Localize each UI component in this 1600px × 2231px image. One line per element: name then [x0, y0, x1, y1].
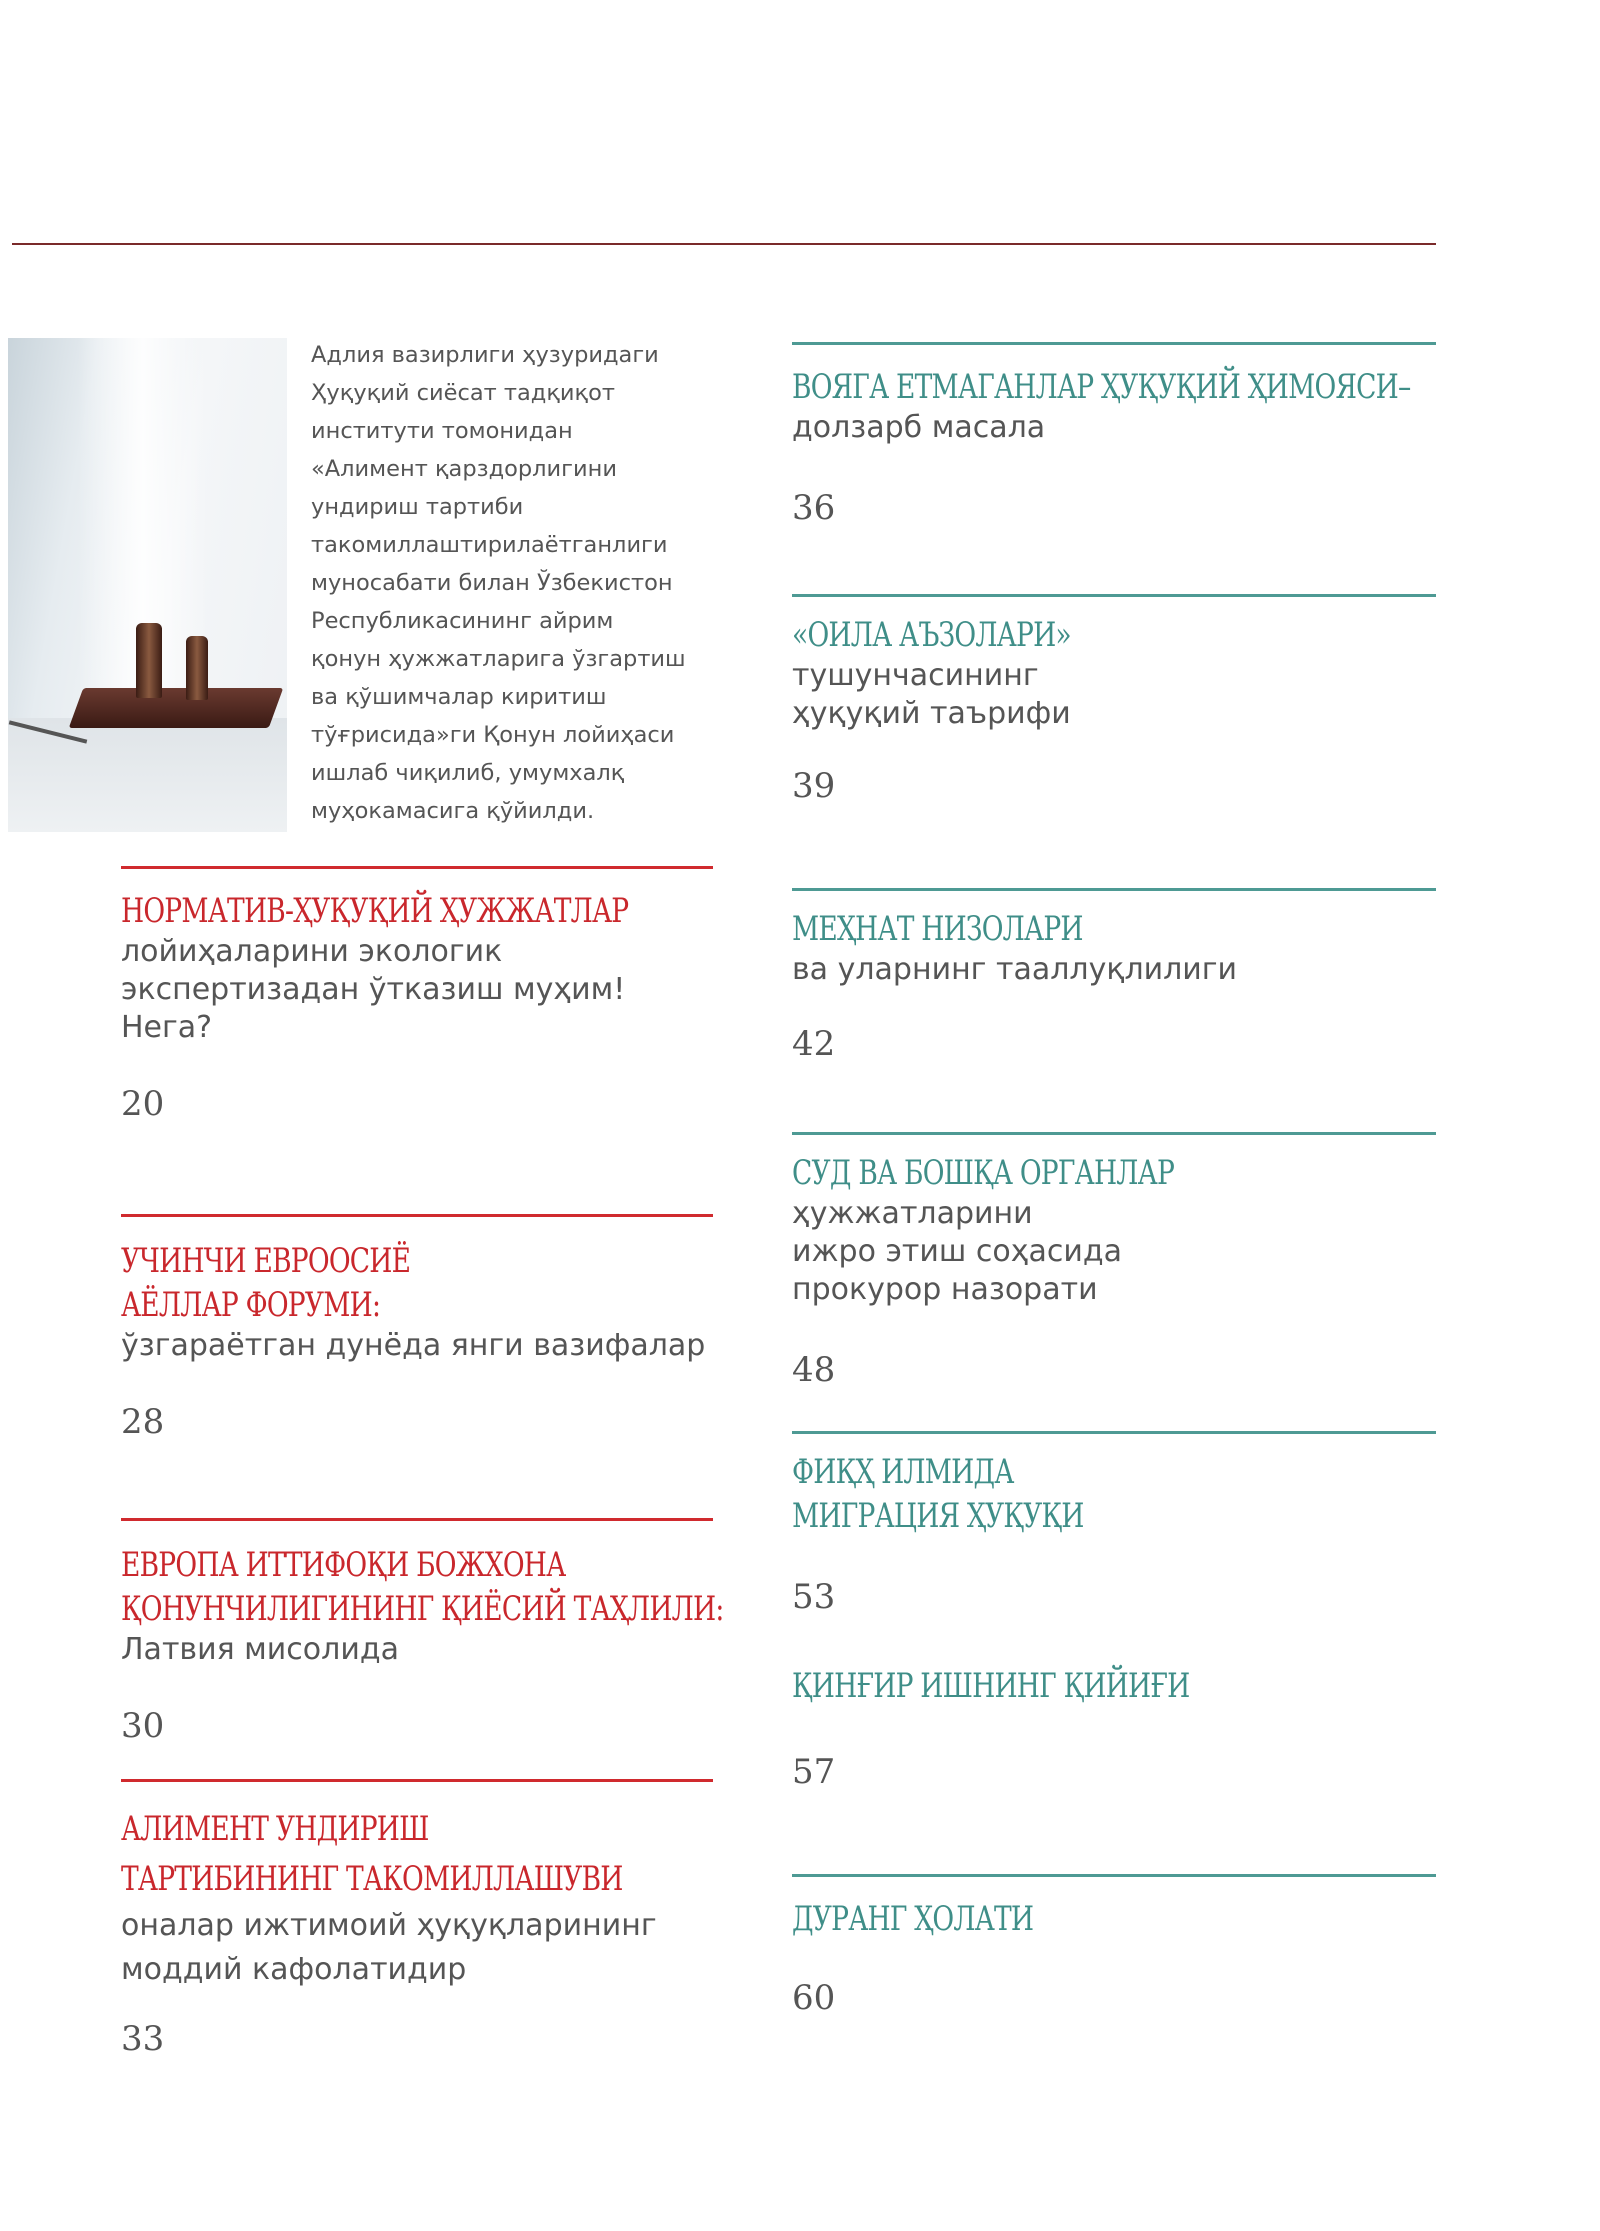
intro-line: «Алимент қарздорлигини: [311, 456, 617, 482]
toc-entry[interactable]: [792, 1431, 1436, 1617]
entry-title: ДУРАНГ ҲОЛАТИ: [792, 1899, 1034, 1939]
entry-rule: [792, 1431, 1436, 1434]
entry-subtitle: тушунчасининг: [792, 658, 1039, 693]
entry-title: ҚОНУНЧИЛИГИНИНГ ҚИЁСИЙ ТАҲЛИЛИ:: [121, 1589, 724, 1629]
page-number: 42: [792, 1024, 836, 1064]
entry-title: АЁЛЛАР ФОРУМИ:: [121, 1285, 381, 1325]
intro-line: ва қўшимчалар киритиш: [311, 684, 607, 710]
entry-subtitle: ижро этиш соҳасида: [792, 1234, 1122, 1269]
entry-title: АЛИМЕНТ УНДИРИШ: [121, 1809, 429, 1849]
intro-line: институти томонидан: [311, 418, 573, 444]
intro-line: қонун ҳужжатларига ўзгартиш: [311, 646, 686, 672]
entry-subtitle: ва уларнинг тааллуқлилиги: [792, 952, 1238, 987]
entry-subtitle: долзарб масала: [792, 410, 1046, 445]
entry-title: ТАРТИБИНИНГ ТАКОМИЛЛАШУВИ: [121, 1859, 623, 1899]
entry-rule: [121, 1518, 713, 1521]
entry-subtitle: оналар ижтимоий ҳуқуқларининг: [121, 1908, 657, 1943]
entry-rule: [121, 866, 713, 869]
page-number: 60: [792, 1978, 836, 2018]
entry-title: УЧИНЧИ ЕВРООСИЁ: [121, 1241, 411, 1281]
entry-title: МИГРАЦИЯ ҲУҚУҚИ: [792, 1496, 1084, 1536]
entry-subtitle: экспертизадан ўтказиш муҳим!: [121, 972, 626, 1007]
intro-line: муҳокамасига қўйилди.: [311, 798, 595, 824]
page-number: 36: [792, 488, 836, 528]
entry-title: МЕҲНАТ НИЗОЛАРИ: [792, 909, 1083, 949]
entry-title: ҚИНҒИР ИШНИНГ ҚИЙИҒИ: [792, 1666, 1190, 1706]
entry-subtitle: моддий кафолатидир: [121, 1952, 467, 1987]
entry-subtitle: ўзгараётган дунёда янги вазифалар: [121, 1328, 706, 1363]
entry-title: НОРМАТИВ-ҲУҚУҚИЙ ҲУЖЖАТЛАР: [121, 891, 629, 931]
cover-photo: [8, 338, 287, 832]
intro-line: такомиллаштирилаётганлиги: [311, 532, 668, 558]
toc-entry[interactable]: [121, 1214, 713, 1442]
entry-title: СУД ВА БОШҚА ОРГАНЛАР: [792, 1153, 1175, 1193]
entry-subtitle: лойиҳаларини экологик: [121, 934, 503, 969]
toc-entry[interactable]: [792, 1132, 1436, 1390]
header-rule: [12, 243, 1436, 245]
entry-rule: [792, 888, 1436, 891]
page-number: 53: [792, 1577, 836, 1617]
entry-title: ФИҚҲ ИЛМИДА: [792, 1452, 1014, 1492]
entry-title: ВОЯГА ЕТМАГАНЛАР ҲУҚУҚИЙ ҲИМОЯСИ–: [792, 367, 1411, 407]
toc-entry[interactable]: [792, 888, 1436, 1064]
intro-text: [311, 336, 711, 830]
page-number: 57: [792, 1752, 836, 1792]
intro-line: муносабати билан Ўзбекистон: [311, 570, 673, 596]
entry-rule: [121, 1214, 713, 1217]
page-number: 28: [121, 1402, 165, 1442]
toc-entry[interactable]: [121, 1779, 713, 2059]
entry-rule: [792, 594, 1436, 597]
entry-subtitle: прокурор назорати: [792, 1272, 1098, 1307]
entry-rule: [792, 1132, 1436, 1135]
intro-line: тўғрисида»ги Қонун лойиҳаси: [311, 722, 675, 748]
intro-line: ундириш тартиби: [311, 494, 524, 520]
entry-subtitle: Латвия мисолида: [121, 1632, 399, 1667]
page-number: 39: [792, 766, 836, 806]
page-number: 33: [121, 2019, 165, 2059]
page-number: 30: [121, 1706, 165, 1746]
toc-entry[interactable]: [792, 1664, 1436, 1792]
entry-rule: [792, 342, 1436, 345]
toc-entry[interactable]: [792, 1874, 1436, 2018]
toc-entry[interactable]: [121, 1518, 724, 1746]
entry-rule: [121, 1779, 713, 1782]
entry-rule: [792, 1874, 1436, 1877]
entry-title: ЕВРОПА ИТТИФОҚИ БОЖХОНА: [121, 1545, 566, 1585]
toc-entry[interactable]: [792, 594, 1436, 806]
intro-line: Адлия вазирлиги ҳузуридаги: [311, 342, 659, 368]
entry-subtitle: ҳуқуқий таърифи: [792, 696, 1071, 731]
page-number: 20: [121, 1084, 165, 1124]
intro-line: ишлаб чиқилиб, умумхалқ: [311, 760, 625, 786]
intro-line: Ҳуқуқий сиёсат тадқиқот: [311, 380, 616, 406]
toc-entry[interactable]: [121, 866, 713, 1124]
entry-title: «ОИЛА АЪЗОЛАРИ»: [792, 615, 1071, 655]
page-number: 48: [792, 1350, 836, 1390]
intro-line: Республикасининг айрим: [311, 608, 614, 634]
entry-subtitle: ҳужжатларини: [792, 1196, 1033, 1231]
entry-subtitle: Нега?: [121, 1010, 213, 1045]
toc-entry[interactable]: [792, 342, 1436, 528]
